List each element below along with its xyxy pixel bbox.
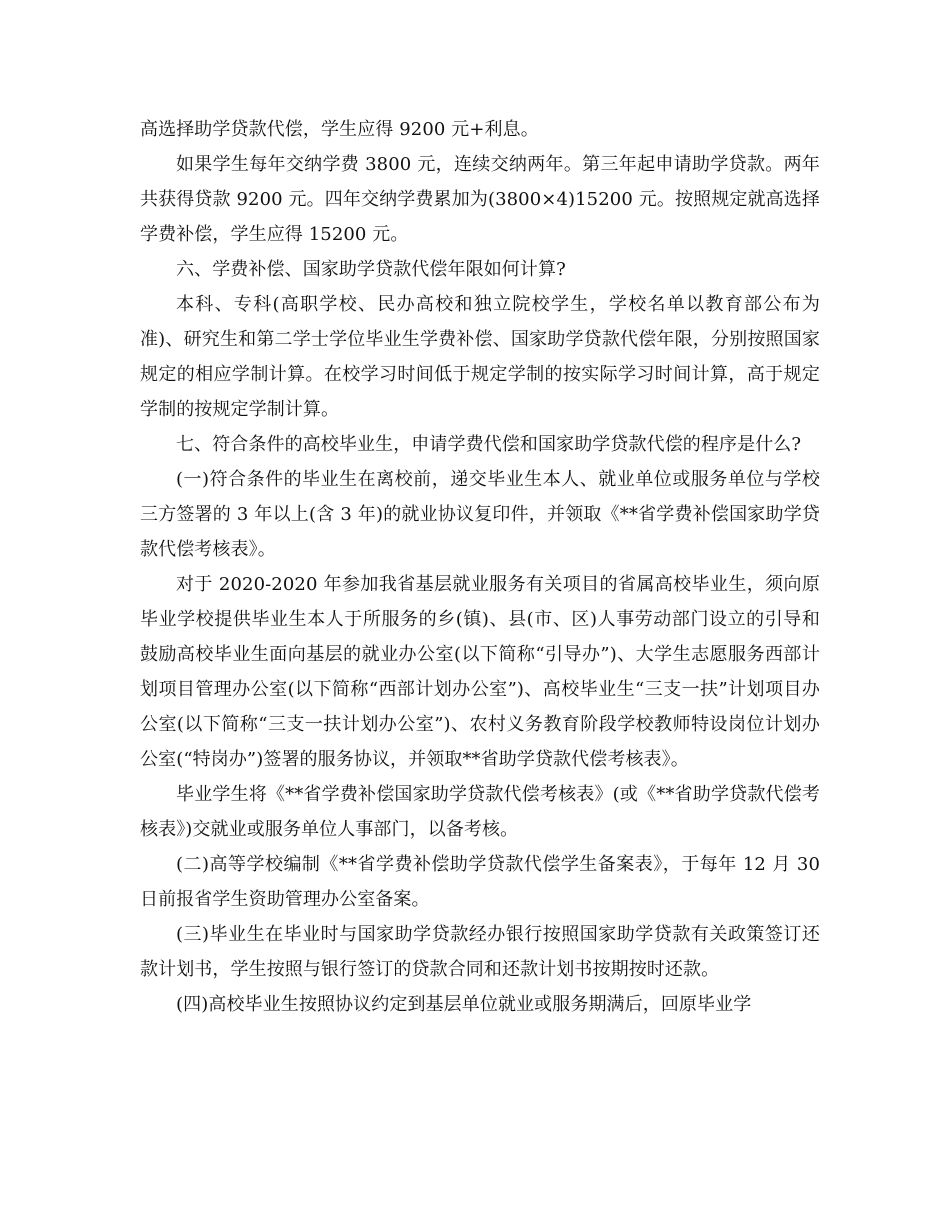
- step-2-paragraph: (二)高等学校编制《**省学费补偿助学贷款代偿学生备案表》，于每年 12 月 30 日前报省学生资助管理办公室备案。: [140, 854, 820, 910]
- document-body: [140, 112, 820, 1022]
- step-3-paragraph: (三)毕业生在毕业时与国家助学贷款经办银行按照国家助学贷款有关政策签订还款计划书，学生按照与银行签订的贷款合同和还款计划书按期按时还款。: [140, 924, 820, 980]
- section-heading-6: 六、学费补偿、国家助学贷款代偿年限如何计算?: [176, 259, 566, 280]
- paragraph-2: 如果学生每年交纳学费 3800 元，连续交纳两年。第三年起申请助学贷款。两年共获得贷款 9200 元。四年交纳学费累加为(3800×4)15200 元。按照规定就高选择学费补偿，学生应得 15200 元。: [140, 154, 820, 245]
- paragraph-5: 毕业学生将《**省学费补偿国家助学贷款代偿考核表》(或《**省助学贷款代偿考核表》)交就业或服务单位人事部门，以备考核。: [140, 784, 820, 840]
- step-1-paragraph: (一)符合条件的毕业生在离校前，递交毕业生本人、就业单位或服务单位与学校三方签署的 3 年以上(含 3 年)的就业协议复印件，并领取《**省学费补偿国家助学贷款代偿考核表》。: [140, 469, 820, 560]
- paragraph-3: 本科、专科(高职学校、民办高校和独立院校学生，学校名单以教育部公布为准)、研究生和第二学士学位毕业生学费补偿、国家助学贷款代偿年限，分别按照国家规定的相应学制计算。在校学习时间低于规定学制的按实际学习时间计算，高于规定学制的按规定学制计算。: [140, 294, 820, 420]
- paragraph-4: 对于 2020-2020 年参加我省基层就业服务有关项目的省属高校毕业生，须向原毕业学校提供毕业生本人于所服务的乡(镇)、县(市、区)人事劳动部门设立的引导和鼓励高校毕业生面向基层的就业办公室(以下简称“引导办”)、大学生志愿服务西部计划项目管理办公室(以下简称“西部计划办公室”)、高校毕业生“三支一扶”计划项目办公室(以下简称“三支一扶计划办公室”)、农村义务教育阶段学校教师特设岗位计划办公室(“特岗办”)签署的服务协议，并领取**省助学贷款代偿考核表》。: [140, 574, 820, 770]
- paragraph-1: 高选择助学贷款代偿，学生应得 9200 元+利息。: [140, 119, 539, 140]
- step-4-paragraph: (四)高校毕业生按照协议约定到基层单位就业或服务期满后，回原毕业学: [176, 994, 752, 1015]
- section-heading-7: 七、符合条件的高校毕业生，申请学费代偿和国家助学贷款代偿的程序是什么?: [176, 434, 802, 455]
